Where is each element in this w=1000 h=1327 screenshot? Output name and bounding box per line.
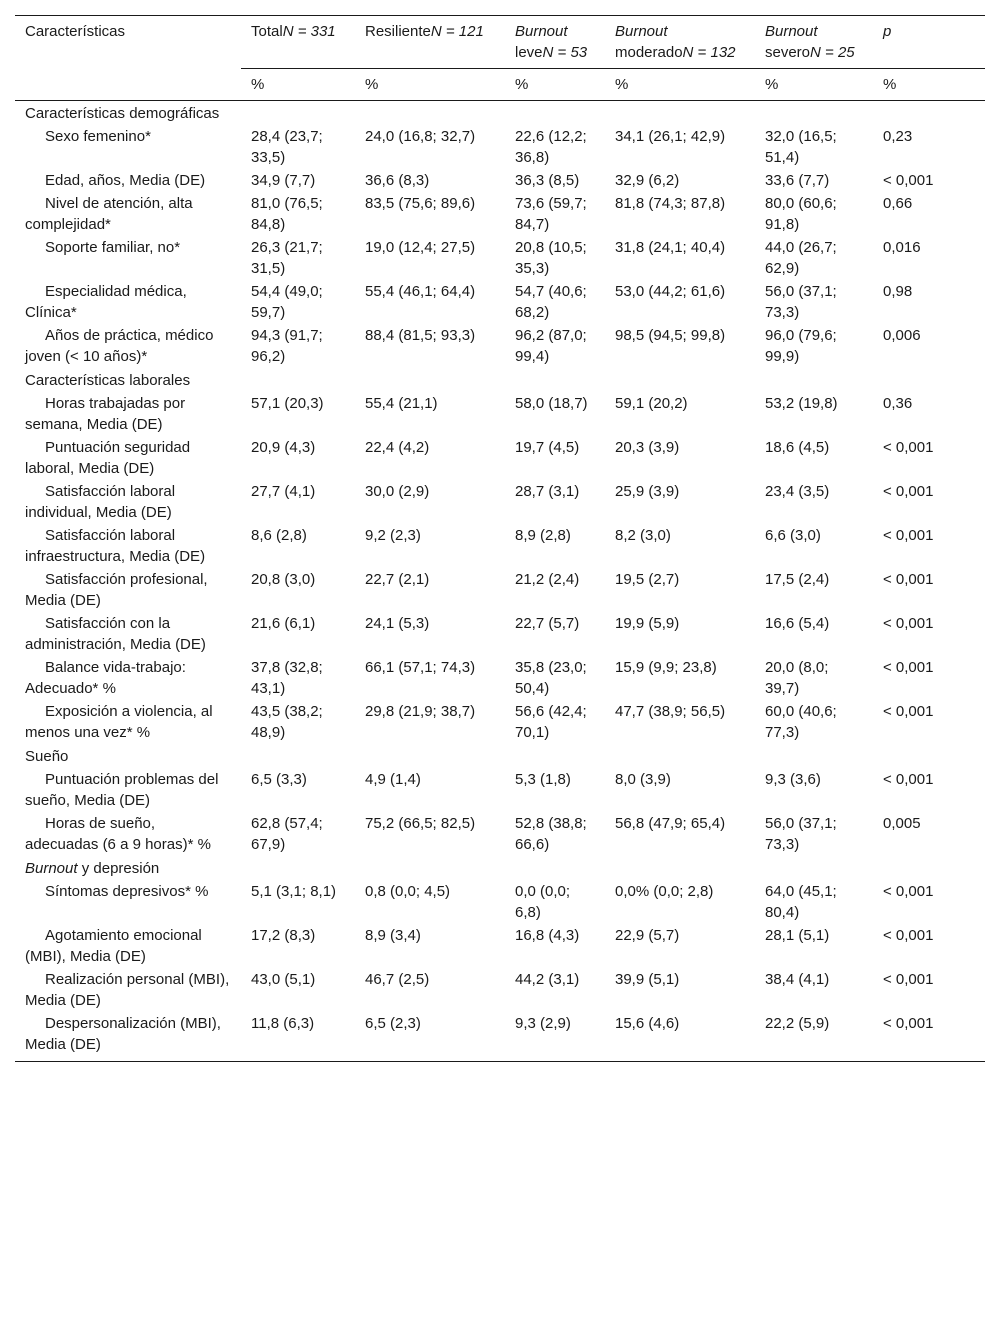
row-label-text: Años de práctica, médico joven (< 10 años)*	[25, 327, 214, 365]
row-label	[15, 1012, 241, 1062]
value-cell: 56,8 (47,9; 65,4)	[615, 815, 726, 832]
section-row	[15, 744, 985, 768]
value-cell: 8,9 (2,8)	[515, 527, 571, 544]
value-cell: 28,4 (23,7; 33,5)	[251, 128, 323, 166]
table-row	[15, 768, 985, 812]
value-cell: 0,8 (0,0; 4,5)	[365, 883, 451, 900]
value-cell: 17,5 (2,4)	[765, 571, 830, 588]
row-label	[15, 480, 241, 524]
row-label-text: Realización personal (MBI), Media (DE)	[25, 971, 230, 1009]
value-cell: 22,7 (2,1)	[365, 571, 430, 588]
row-label	[15, 812, 241, 856]
p-value-cell: 0,98	[883, 283, 913, 300]
row-label-text: Satisfacción laboral individual, Media (DE)	[25, 483, 176, 521]
section-row	[15, 368, 985, 392]
row-label-text: Síntomas depresivos* %	[45, 883, 209, 900]
row-label	[15, 436, 241, 480]
table-row	[15, 280, 985, 324]
section-title	[15, 744, 985, 768]
table-row	[15, 324, 985, 368]
results-table	[15, 15, 985, 1062]
value-cell: 20,8 (3,0)	[251, 571, 316, 588]
value-cell: 44,2 (3,1)	[515, 971, 580, 988]
value-cell: 81,0 (76,5; 84,8)	[251, 195, 323, 233]
value-cell: 28,7 (3,1)	[515, 483, 580, 500]
value-cell: 59,1 (20,2)	[615, 395, 688, 412]
p-value-cell: < 0,001	[873, 1012, 985, 1062]
value-cell: 34,1 (26,1; 42,9)	[615, 128, 726, 145]
row-label	[15, 392, 241, 436]
value-cell: 30,0 (2,9)	[365, 483, 430, 500]
value-cell: 21,6 (6,1)	[251, 615, 316, 632]
row-label-text: Satisfacción laboral infraestructura, Media (DE)	[25, 527, 206, 565]
value-cell: 25,9 (3,9)	[615, 483, 680, 500]
table-row	[15, 700, 985, 744]
row-label	[15, 568, 241, 612]
section-title	[15, 856, 985, 880]
header-burnout-severo: Burnout severoN = 25	[755, 16, 873, 69]
value-cell: 81,8 (74,3; 87,8)	[615, 195, 726, 212]
table-row	[15, 392, 985, 436]
value-cell: 53,2 (19,8)	[765, 395, 838, 412]
value-cell: 54,7 (40,6; 68,2)	[515, 283, 587, 321]
value-cell: 22,6 (12,2; 36,8)	[515, 128, 587, 166]
p-value-cell: < 0,001	[883, 483, 934, 500]
value-cell: 5,1 (3,1; 8,1)	[251, 883, 337, 900]
value-cell: 62,8 (57,4; 67,9)	[251, 815, 323, 853]
row-label	[15, 656, 241, 700]
section-row	[15, 856, 985, 880]
value-cell: 22,9 (5,7)	[615, 927, 680, 944]
row-label-text: Horas de sueño, adecuadas (6 a 9 horas)* %	[25, 815, 211, 853]
value-cell: 57,1 (20,3)	[251, 395, 324, 412]
value-cell: 38,4 (4,1)	[765, 971, 830, 988]
row-label	[15, 768, 241, 812]
value-cell: 19,5 (2,7)	[615, 571, 680, 588]
table-row	[15, 169, 985, 192]
section-title-italic: Burnout	[25, 860, 78, 877]
value-cell: 96,0 (79,6; 99,9)	[765, 327, 837, 365]
p-value-cell: 0,66	[883, 195, 913, 212]
header-resiliente: ResilienteN = 121	[355, 16, 505, 69]
value-cell: 29,8 (21,9; 38,7)	[365, 703, 476, 720]
value-cell: 6,6 (3,0)	[765, 527, 821, 544]
p-value-cell: 0,23	[883, 128, 913, 145]
p-value-cell: < 0,001	[883, 659, 934, 676]
p-value-cell: < 0,001	[883, 971, 934, 988]
value-cell: 19,7 (4,5)	[515, 439, 580, 456]
value-cell: 35,8 (23,0; 50,4)	[515, 659, 587, 697]
p-value-cell: < 0,001	[883, 703, 934, 720]
value-cell: 11,8 (6,3)	[241, 1012, 355, 1062]
row-label	[15, 612, 241, 656]
value-cell: 27,7 (4,1)	[251, 483, 316, 500]
value-cell: 20,0 (8,0; 39,7)	[765, 659, 829, 697]
section-title	[15, 101, 985, 126]
value-cell: 56,0 (37,1; 73,3)	[765, 815, 837, 853]
header-pct: %	[505, 69, 605, 101]
row-label	[15, 880, 241, 924]
value-cell: 58,0 (18,7)	[515, 395, 588, 412]
table-row	[15, 924, 985, 968]
header-total: TotalN = 331	[241, 16, 355, 69]
header-pct: %	[605, 69, 755, 101]
row-label	[15, 169, 241, 192]
p-value-cell: < 0,001	[883, 172, 934, 189]
table-row	[15, 968, 985, 1012]
value-cell: 55,4 (21,1)	[365, 395, 438, 412]
value-cell: 18,6 (4,5)	[765, 439, 830, 456]
header-burnout-leve: Burnout leveN = 53	[505, 16, 605, 69]
value-cell: 36,3 (8,5)	[515, 172, 580, 189]
row-label	[15, 968, 241, 1012]
value-cell: 39,9 (5,1)	[615, 971, 680, 988]
p-value-cell: < 0,001	[883, 571, 934, 588]
row-label-text: Sexo femenino*	[45, 128, 151, 145]
p-value-cell: 0,005	[883, 815, 921, 832]
value-cell: 6,5 (2,3)	[355, 1012, 505, 1062]
value-cell: 9,3 (3,6)	[765, 771, 821, 788]
value-cell: 22,7 (5,7)	[515, 615, 580, 632]
value-cell: 15,9 (9,9; 23,8)	[615, 659, 717, 676]
value-cell: 21,2 (2,4)	[515, 571, 580, 588]
section-title-text: Características laborales	[25, 372, 191, 389]
section-title-text: Sueño	[25, 748, 69, 765]
value-cell: 24,0 (16,8; 32,7)	[365, 128, 476, 145]
table-row	[15, 192, 985, 236]
row-label	[15, 924, 241, 968]
value-cell: 20,9 (4,3)	[251, 439, 316, 456]
value-cell: 5,3 (1,8)	[515, 771, 571, 788]
value-cell: 8,0 (3,9)	[615, 771, 671, 788]
value-cell: 43,0 (5,1)	[251, 971, 316, 988]
p-value-cell: < 0,001	[883, 927, 934, 944]
value-cell: 43,5 (38,2; 48,9)	[251, 703, 323, 741]
value-cell: 9,3 (2,9)	[505, 1012, 605, 1062]
header-characteristics: Características	[15, 16, 241, 69]
table-row	[15, 236, 985, 280]
table-row	[15, 612, 985, 656]
row-label-text: Satisfacción profesional, Media (DE)	[25, 571, 208, 609]
value-cell: 55,4 (46,1; 64,4)	[365, 283, 476, 300]
value-cell: 22,4 (4,2)	[365, 439, 430, 456]
value-cell: 80,0 (60,6; 91,8)	[765, 195, 837, 233]
value-cell: 56,6 (42,4; 70,1)	[515, 703, 587, 741]
row-label	[15, 125, 241, 169]
row-label-text: Puntuación seguridad laboral, Media (DE)	[25, 439, 191, 477]
value-cell: 16,8 (4,3)	[515, 927, 580, 944]
value-cell: 26,3 (21,7; 31,5)	[251, 239, 323, 277]
value-cell: 8,6 (2,8)	[251, 527, 307, 544]
value-cell: 94,3 (91,7; 96,2)	[251, 327, 323, 365]
value-cell: 20,8 (10,5; 35,3)	[515, 239, 587, 277]
section-title-text: Características demográficas	[25, 105, 220, 122]
value-cell: 19,0 (12,4; 27,5)	[365, 239, 476, 256]
table-row	[15, 480, 985, 524]
value-cell: 88,4 (81,5; 93,3)	[365, 327, 476, 344]
value-cell: 73,6 (59,7; 84,7)	[515, 195, 587, 233]
value-cell: 83,5 (75,6; 89,6)	[365, 195, 476, 212]
value-cell: 6,5 (3,3)	[251, 771, 307, 788]
value-cell: 32,9 (6,2)	[615, 172, 680, 189]
value-cell: 20,3 (3,9)	[615, 439, 680, 456]
row-label-text: Horas trabajadas por semana, Media (DE)	[25, 395, 186, 433]
p-value-cell: < 0,001	[883, 439, 934, 456]
value-cell: 33,6 (7,7)	[765, 172, 830, 189]
value-cell: 23,4 (3,5)	[765, 483, 830, 500]
section-title	[15, 368, 985, 392]
value-cell: 34,9 (7,7)	[251, 172, 316, 189]
row-label-text: Puntuación problemas del sueño, Media (DE)	[25, 771, 219, 809]
value-cell: 15,6 (4,6)	[605, 1012, 755, 1062]
value-cell: 44,0 (26,7; 62,9)	[765, 239, 837, 277]
value-cell: 16,6 (5,4)	[765, 615, 830, 632]
value-cell: 24,1 (5,3)	[365, 615, 430, 632]
header-pct: %	[241, 69, 355, 101]
section-title-text: y depresión	[77, 860, 160, 877]
table-row	[15, 656, 985, 700]
row-label-text: Satisfacción con la administración, Media (DE)	[25, 615, 206, 653]
p-value-cell: < 0,001	[883, 615, 934, 632]
header-burnout-moderado: Burnout moderadoN = 132	[605, 16, 755, 69]
row-label-text: Despersonalización (MBI), Media (DE)	[25, 1015, 221, 1053]
value-cell: 64,0 (45,1; 80,4)	[765, 883, 837, 921]
row-label	[15, 192, 241, 236]
value-cell: 36,6 (8,3)	[365, 172, 430, 189]
header-pct: %	[755, 69, 873, 101]
table-header	[15, 16, 985, 101]
value-cell: 4,9 (1,4)	[365, 771, 421, 788]
table-body	[15, 101, 985, 1062]
p-value-cell: 0,006	[883, 327, 921, 344]
section-row	[15, 101, 985, 126]
table-row	[15, 880, 985, 924]
header-pct: %	[355, 69, 505, 101]
value-cell: 96,2 (87,0; 99,4)	[515, 327, 587, 365]
value-cell: 37,8 (32,8; 43,1)	[251, 659, 323, 697]
value-cell: 17,2 (8,3)	[251, 927, 316, 944]
value-cell: 8,2 (3,0)	[615, 527, 671, 544]
value-cell: 60,0 (40,6; 77,3)	[765, 703, 837, 741]
row-label	[15, 700, 241, 744]
value-cell: 56,0 (37,1; 73,3)	[765, 283, 837, 321]
row-label-text: Nivel de atención, alta complejidad*	[25, 195, 193, 233]
value-cell: 52,8 (38,8; 66,6)	[515, 815, 587, 853]
row-label	[15, 324, 241, 368]
row-label-text: Especialidad médica, Clínica*	[25, 283, 187, 321]
table-row	[15, 1012, 985, 1062]
header-empty-cell	[15, 69, 241, 101]
value-cell: 0,0 (0,0; 6,8)	[515, 883, 571, 921]
header-p: p	[873, 16, 985, 69]
value-cell: 9,2 (2,3)	[365, 527, 421, 544]
row-label-text: Balance vida-trabajo: Adecuado* %	[25, 659, 186, 697]
p-value-cell: < 0,001	[883, 883, 934, 900]
table-row	[15, 436, 985, 480]
value-cell: 98,5 (94,5; 99,8)	[615, 327, 726, 344]
value-cell: 31,8 (24,1; 40,4)	[615, 239, 726, 256]
value-cell: 47,7 (38,9; 56,5)	[615, 703, 726, 720]
p-value-cell: 0,36	[883, 395, 913, 412]
value-cell: 46,7 (2,5)	[365, 971, 430, 988]
row-label-text: Agotamiento emocional (MBI), Media (DE)	[25, 927, 202, 965]
row-label-text: Exposición a violencia, al menos una vez* %	[25, 703, 213, 741]
value-cell: 22,2 (5,9)	[755, 1012, 873, 1062]
value-cell: 54,4 (49,0; 59,7)	[251, 283, 323, 321]
value-cell: 0,0% (0,0; 2,8)	[615, 883, 714, 900]
table-row	[15, 524, 985, 568]
header-pct: %	[873, 69, 985, 101]
value-cell: 66,1 (57,1; 74,3)	[365, 659, 476, 676]
row-label-text: Edad, años, Media (DE)	[45, 172, 206, 189]
row-label	[15, 280, 241, 324]
value-cell: 28,1 (5,1)	[765, 927, 830, 944]
p-value-cell: 0,016	[883, 239, 921, 256]
value-cell: 75,2 (66,5; 82,5)	[365, 815, 476, 832]
p-value-cell: < 0,001	[883, 771, 934, 788]
table-row	[15, 125, 985, 169]
p-value-cell: < 0,001	[883, 527, 934, 544]
row-label	[15, 524, 241, 568]
table-row	[15, 568, 985, 612]
value-cell: 8,9 (3,4)	[365, 927, 421, 944]
row-label-text: Soporte familiar, no*	[45, 239, 181, 256]
table-row	[15, 812, 985, 856]
row-label	[15, 236, 241, 280]
value-cell: 32,0 (16,5; 51,4)	[765, 128, 837, 166]
value-cell: 19,9 (5,9)	[615, 615, 680, 632]
value-cell: 53,0 (44,2; 61,6)	[615, 283, 726, 300]
